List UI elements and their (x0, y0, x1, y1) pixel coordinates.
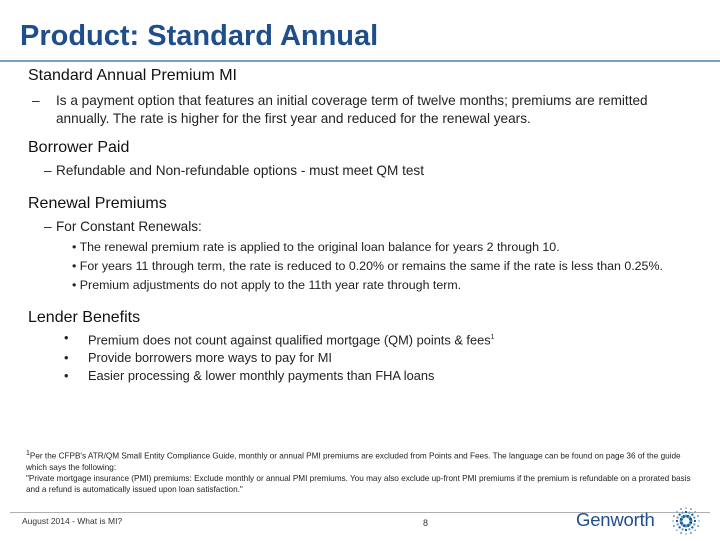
logo-dot (697, 515, 699, 517)
section-lender-benefits (28, 308, 708, 385)
footnote-body (26, 448, 691, 473)
dash-marker: – (32, 93, 40, 108)
bullet-text: Premium does not count against qualified mortgage (QM) points & fees (88, 332, 491, 348)
logo-dot (697, 525, 699, 527)
logo-dot (678, 513, 680, 515)
section-heading: Standard Annual Premium MI (28, 67, 237, 84)
sunburst-logo-graphic (668, 506, 704, 536)
logo-dot (691, 526, 693, 528)
bullet-marker: • (64, 330, 69, 345)
description-text: Refundable and Non-refundable options - must meet QM test (56, 163, 424, 178)
bullet-marker: • (72, 278, 77, 292)
logo-dot (698, 520, 700, 522)
sunburst-logo-icon (668, 506, 704, 541)
logo-dot (690, 508, 692, 510)
logo-dot (680, 508, 682, 510)
logo-dot (678, 526, 680, 528)
list-item (28, 349, 708, 367)
footnote-text: Per the CFPB's ATR/QM Small Entity Compliance Guide, monthly or annual PMI premiums are excluded from Points and Fees. The language can be found on page 36 of the guide which says the following: (26, 451, 681, 472)
slide-content (28, 66, 708, 385)
logo-dot (690, 532, 692, 534)
logo-dot (688, 528, 690, 530)
logo-dot (694, 511, 696, 513)
logo-dot (680, 532, 682, 534)
bullet-marker: • (64, 368, 69, 384)
description-text: Is a payment option that features an initial coverage term of twelve months; premiums are remitted annually. The rate is higher for the first year and reduced for the renewal years. (56, 93, 648, 126)
logo-dot (676, 520, 678, 522)
company-logo-text: Genworth (576, 509, 655, 530)
logo-dot (673, 515, 675, 517)
logo-dot (677, 516, 679, 518)
logo-dot (693, 523, 695, 525)
list-item (72, 239, 692, 256)
footer-label: August 2014 - What is MI? (22, 516, 123, 526)
footnote (26, 448, 691, 495)
section-borrower-paid (28, 138, 708, 180)
dash-marker: – (44, 219, 52, 234)
bullet-text: The renewal premium rate is applied to the original loan balance for years 2 through 10. (79, 240, 560, 254)
footnote-marker: 1 (490, 334, 495, 341)
list-item (28, 367, 708, 385)
logo-dot (676, 529, 678, 531)
section-heading: Lender Benefits (28, 309, 141, 326)
logo-dot (694, 520, 696, 522)
bullet-marker: • (64, 350, 69, 366)
footnote-quote: "Private mortgage insurance (PMI) premiums: Exclude monthly or annual PMI premiums. You may also exclude up-front PMI premiums if the premium is refundable on a prorated basis and a refund is automatically issued upon loan satisfaction." (26, 473, 691, 494)
logo-dot (681, 512, 683, 514)
page-number: 8 (423, 518, 429, 528)
logo-dot (685, 507, 687, 509)
title-divider (0, 60, 720, 62)
section-description (32, 92, 686, 128)
logo-dot (672, 520, 674, 522)
section-description (44, 218, 708, 236)
bullet-marker: • (72, 259, 77, 273)
section-standard-annual (28, 66, 708, 128)
logo-dot (676, 511, 678, 513)
renewal-bullet-list (72, 239, 692, 294)
section-description (44, 162, 708, 180)
lender-benefits-list (28, 329, 708, 385)
logo-dot (673, 525, 675, 527)
slide-title: Product: Standard Annual (20, 20, 379, 52)
list-item (72, 277, 692, 294)
footnote-marker: 1 (26, 450, 30, 457)
logo-dot (688, 512, 690, 514)
section-heading: Borrower Paid (28, 139, 130, 156)
logo-dot (681, 528, 683, 530)
section-heading: Renewal Premiums (28, 195, 167, 212)
bullet-text: Premium adjustments do not apply to the 11th year rate through term. (79, 278, 462, 292)
logo-dot (677, 523, 679, 525)
bullet-text: Easier processing & lower monthly payments than FHA loans (88, 368, 435, 384)
section-renewal-premiums (28, 194, 708, 294)
logo-dot (691, 513, 693, 515)
bullet-text: For years 11 through term, the rate is reduced to 0.20% or remains the same if the rate is less than 0.25%. (79, 259, 663, 273)
logo-dot (689, 518, 692, 521)
logo-dot (685, 511, 687, 513)
description-text: For Constant Renewals: (56, 219, 202, 234)
dash-marker: – (44, 163, 52, 178)
logo-dot (685, 533, 687, 535)
logo-dot (685, 529, 687, 531)
logo-dot (694, 529, 696, 531)
list-item (72, 258, 692, 275)
bullet-text: Provide borrowers more ways to pay for MI (88, 350, 332, 366)
list-item (28, 329, 708, 349)
logo-dot (693, 516, 695, 518)
bullet-marker: • (72, 240, 77, 254)
